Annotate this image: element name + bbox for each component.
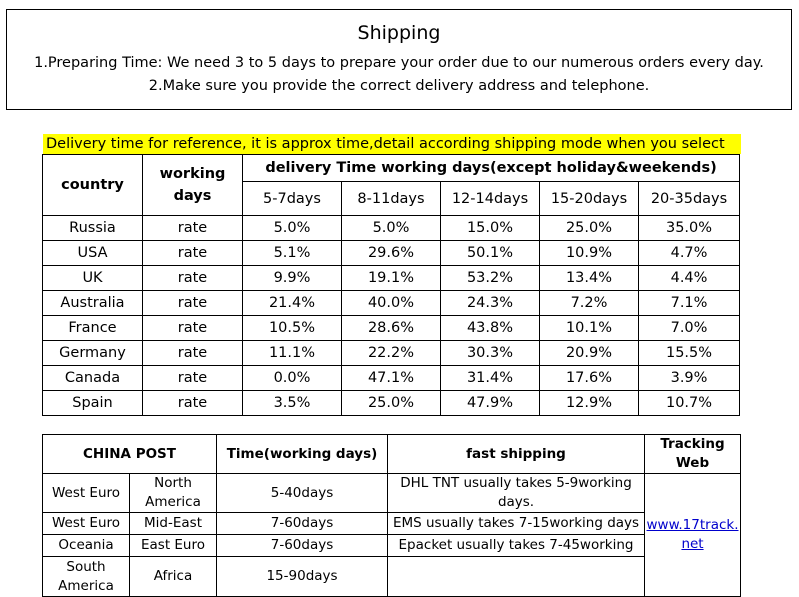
country-cell: France: [43, 316, 143, 341]
rate-label-cell: rate: [143, 316, 243, 341]
days-cell: 7-60days: [217, 535, 388, 557]
working-days-header: [143, 155, 243, 216]
country-cell: Australia: [43, 291, 143, 316]
rate-label-cell: rate: [143, 366, 243, 391]
table-row: [43, 341, 740, 366]
country-cell: USA: [43, 241, 143, 266]
fast-shipping-cell: [388, 474, 645, 513]
rate-value-cell: 50.1%: [441, 241, 540, 266]
rate-value-cell: 40.0%: [342, 291, 441, 316]
notice-address: 2.Make sure you provide the correct delivery address and telephone.: [148, 78, 650, 94]
country-cell: Spain: [43, 391, 143, 416]
table-row: [43, 557, 741, 597]
range-header: 8-11days: [342, 182, 441, 216]
rate-value-cell: 30.3%: [441, 341, 540, 366]
rate-label-cell: rate: [143, 241, 243, 266]
rate-value-cell: 20.9%: [540, 341, 639, 366]
tracking-link[interactable]: www.17track.: [646, 517, 739, 533]
fast-shipping-cell: [388, 535, 645, 557]
table-row: [43, 391, 740, 416]
rate-value-cell: 24.3%: [441, 291, 540, 316]
region-cell: [43, 557, 130, 597]
delivery-time-header: delivery Time working days(except holiday&weekends): [243, 155, 740, 182]
range-header: 20-35days: [639, 182, 740, 216]
table-row: [43, 291, 740, 316]
rate-value-cell: 19.1%: [342, 266, 441, 291]
country-cell: Canada: [43, 366, 143, 391]
table-row: [43, 216, 740, 241]
rate-label-cell: rate: [143, 266, 243, 291]
fast-shipping-cell: EMS usually takes 7-15working days: [388, 513, 645, 535]
fast-shipping-line1: DHL TNT usually takes 5-9working: [400, 475, 632, 491]
country-cell: UK: [43, 266, 143, 291]
rate-value-cell: 3.9%: [639, 366, 740, 391]
china-post-header: CHINA POST: [43, 435, 217, 474]
rate-value-cell: 43.8%: [441, 316, 540, 341]
fast-shipping-line2: days.: [497, 494, 535, 510]
tracking-link-cont[interactable]: net: [681, 536, 704, 552]
rate-value-cell: 10.1%: [540, 316, 639, 341]
rate-value-cell: 5.1%: [243, 241, 342, 266]
subregion-cell: Mid-East: [130, 513, 217, 535]
rate-value-cell: 47.9%: [441, 391, 540, 416]
fast-shipping-header: fast shipping: [388, 435, 645, 474]
table-row: [43, 266, 740, 291]
rate-value-cell: 22.2%: [342, 341, 441, 366]
rate-value-cell: 10.7%: [639, 391, 740, 416]
working-days-header-line1: working: [159, 166, 226, 182]
region-line2: America: [58, 577, 114, 594]
rate-label-cell: rate: [143, 341, 243, 366]
region-cell: West Euro: [43, 474, 130, 513]
rate-value-cell: 12.9%: [540, 391, 639, 416]
range-header: 5-7days: [243, 182, 342, 216]
country-cell: Russia: [43, 216, 143, 241]
rate-value-cell: 9.9%: [243, 266, 342, 291]
tracking-web-cell: [645, 474, 741, 597]
rate-value-cell: 53.2%: [441, 266, 540, 291]
rate-value-cell: 25.0%: [540, 216, 639, 241]
rate-value-cell: 29.6%: [342, 241, 441, 266]
working-days-header-line2: days: [173, 188, 212, 204]
rate-value-cell: 15.0%: [441, 216, 540, 241]
rate-value-cell: 7.1%: [639, 291, 740, 316]
subregion-cell: [130, 474, 217, 513]
table-row: [43, 474, 741, 513]
rate-label-cell: rate: [143, 391, 243, 416]
rate-label-cell: rate: [143, 216, 243, 241]
shipping-method-table: [42, 434, 741, 597]
rate-value-cell: 3.5%: [243, 391, 342, 416]
subregion-cell: East Euro: [130, 535, 217, 557]
subregion-cell: Africa: [130, 557, 217, 597]
rate-value-cell: 31.4%: [441, 366, 540, 391]
rate-value-cell: 28.6%: [342, 316, 441, 341]
rate-value-cell: 17.6%: [540, 366, 639, 391]
shipping-notice: [6, 9, 792, 110]
rate-value-cell: 21.4%: [243, 291, 342, 316]
table-row: [43, 366, 740, 391]
table-row: [43, 535, 741, 557]
notice-preparing-time: 1.Preparing Time: We need 3 to 5 days to prepare your order due to our numerous orders every day.: [34, 55, 764, 71]
rate-label-cell: rate: [143, 291, 243, 316]
region-line1: South: [66, 558, 106, 575]
tracking-web-header: Tracking Web: [645, 435, 741, 474]
fast-shipping-text: Epacket usually takes 7-45working: [398, 537, 634, 553]
rate-value-cell: 25.0%: [342, 391, 441, 416]
rate-value-cell: 4.7%: [639, 241, 740, 266]
time-header: Time(working days): [217, 435, 388, 474]
delivery-rate-table: [42, 154, 740, 416]
days-cell: 7-60days: [217, 513, 388, 535]
rate-value-cell: 13.4%: [540, 266, 639, 291]
subregion-line1: North: [154, 475, 192, 491]
rate-value-cell: 7.0%: [639, 316, 740, 341]
rate-value-cell: 0.0%: [243, 366, 342, 391]
table-row: [43, 513, 741, 535]
rate-value-cell: 35.0%: [639, 216, 740, 241]
rate-value-cell: 15.5%: [639, 341, 740, 366]
range-header: 12-14days: [441, 182, 540, 216]
days-cell: 15-90days: [217, 557, 388, 597]
rate-value-cell: 5.0%: [342, 216, 441, 241]
rate-value-cell: 10.9%: [540, 241, 639, 266]
delivery-reference-banner: Delivery time for reference, it is approx time,detail according shipping mode when you select: [43, 134, 741, 154]
table-row: [43, 241, 740, 266]
rate-value-cell: 10.5%: [243, 316, 342, 341]
range-header: 15-20days: [540, 182, 639, 216]
country-cell: Germany: [43, 341, 143, 366]
subregion-line2: America: [145, 494, 201, 510]
region-cell: Oceania: [43, 535, 130, 557]
table-row: [43, 316, 740, 341]
fast-shipping-cell: [388, 557, 645, 597]
days-cell: 5-40days: [217, 474, 388, 513]
rate-value-cell: 47.1%: [342, 366, 441, 391]
region-cell: West Euro: [43, 513, 130, 535]
rate-value-cell: 4.4%: [639, 266, 740, 291]
rate-value-cell: 5.0%: [243, 216, 342, 241]
rate-value-cell: 7.2%: [540, 291, 639, 316]
country-header: country: [43, 155, 143, 216]
rate-value-cell: 11.1%: [243, 341, 342, 366]
notice-title: Shipping: [357, 22, 441, 44]
